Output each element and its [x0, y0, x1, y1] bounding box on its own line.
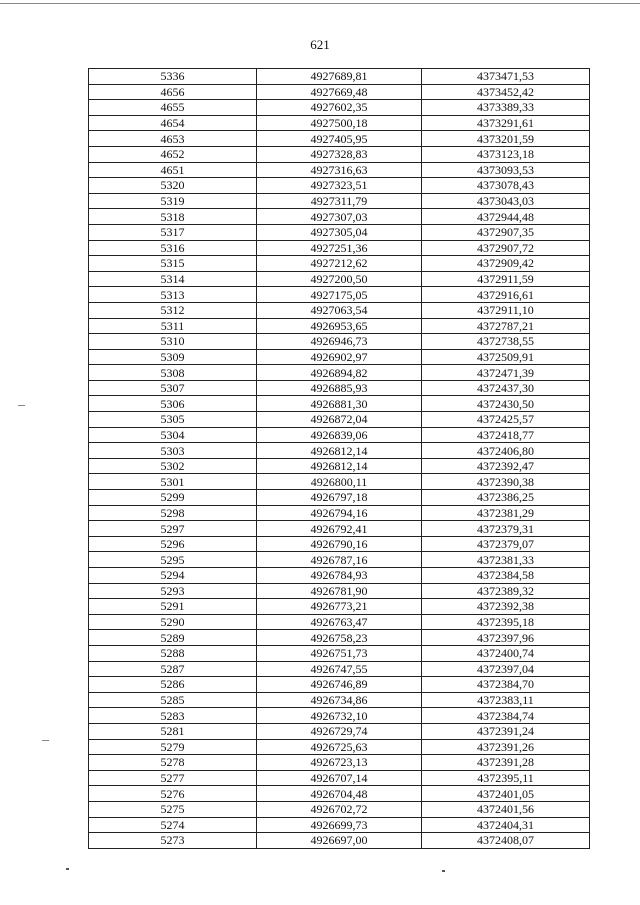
x-coordinate-cell: 4927307,03 [257, 209, 422, 225]
y-coordinate-cell: 4372911,10 [422, 302, 590, 318]
x-coordinate-cell: 4927316,63 [257, 162, 422, 178]
point-id-cell: 5297 [89, 521, 257, 537]
point-id-cell: 5313 [89, 287, 257, 303]
x-coordinate-cell: 4926781,90 [257, 583, 422, 599]
table-row [89, 708, 590, 724]
point-id-cell: 5285 [89, 692, 257, 708]
x-coordinate-cell: 4926702,72 [257, 801, 422, 817]
table-row [89, 770, 590, 786]
y-coordinate-cell: 4373291,61 [422, 115, 590, 131]
point-id-cell: 5308 [89, 365, 257, 381]
y-coordinate-cell: 4372379,07 [422, 536, 590, 552]
x-coordinate-cell: 4926763,47 [257, 614, 422, 630]
x-coordinate-cell: 4927063,54 [257, 302, 422, 318]
x-coordinate-cell: 4927311,79 [257, 193, 422, 209]
table-row [89, 583, 590, 599]
x-coordinate-cell: 4927212,62 [257, 256, 422, 272]
x-coordinate-cell: 4927500,18 [257, 115, 422, 131]
table-row [89, 334, 590, 350]
x-coordinate-cell: 4927405,95 [257, 131, 422, 147]
y-coordinate-cell: 4372386,25 [422, 490, 590, 506]
table-row [89, 552, 590, 568]
table-row [89, 490, 590, 506]
y-coordinate-cell: 4372408,07 [422, 833, 590, 849]
x-coordinate-cell: 4926800,11 [257, 474, 422, 490]
point-id-cell: 5310 [89, 334, 257, 350]
point-id-cell: 5277 [89, 770, 257, 786]
y-coordinate-cell: 4372916,61 [422, 287, 590, 303]
point-id-cell: 5295 [89, 552, 257, 568]
point-id-cell: 5312 [89, 302, 257, 318]
point-id-cell: 5298 [89, 505, 257, 521]
point-id-cell: 4652 [89, 146, 257, 162]
point-id-cell: 5278 [89, 755, 257, 771]
y-coordinate-cell: 4372392,47 [422, 458, 590, 474]
x-coordinate-cell: 4926747,55 [257, 661, 422, 677]
table-row [89, 599, 590, 615]
point-id-cell: 5320 [89, 178, 257, 194]
table-row [89, 349, 590, 365]
y-coordinate-cell: 4372381,33 [422, 552, 590, 568]
x-coordinate-cell: 4926812,14 [257, 443, 422, 459]
y-coordinate-cell: 4372401,56 [422, 801, 590, 817]
table-row [89, 536, 590, 552]
table-row [89, 146, 590, 162]
x-coordinate-cell: 4926797,18 [257, 490, 422, 506]
x-coordinate-cell: 4926723,13 [257, 755, 422, 771]
table-row [89, 84, 590, 100]
x-coordinate-cell: 4926790,16 [257, 536, 422, 552]
point-id-cell: 5317 [89, 224, 257, 240]
margin-mark [42, 740, 49, 741]
y-coordinate-cell: 4372390,38 [422, 474, 590, 490]
y-coordinate-cell: 4372391,28 [422, 755, 590, 771]
point-id-cell: 5275 [89, 801, 257, 817]
x-coordinate-cell: 4926746,89 [257, 677, 422, 693]
point-id-cell: 5319 [89, 193, 257, 209]
y-coordinate-cell: 4372509,91 [422, 349, 590, 365]
y-coordinate-cell: 4372406,80 [422, 443, 590, 459]
table-row [89, 817, 590, 833]
y-coordinate-cell: 4372395,18 [422, 614, 590, 630]
x-coordinate-cell: 4927689,81 [257, 69, 422, 85]
table-row [89, 614, 590, 630]
x-coordinate-cell: 4927328,83 [257, 146, 422, 162]
x-coordinate-cell: 4927323,51 [257, 178, 422, 194]
y-coordinate-cell: 4372430,50 [422, 396, 590, 412]
table-row [89, 380, 590, 396]
table-row [89, 396, 590, 412]
x-coordinate-cell: 4926787,16 [257, 552, 422, 568]
point-id-cell: 5288 [89, 645, 257, 661]
point-id-cell: 5299 [89, 490, 257, 506]
x-coordinate-cell: 4926697,00 [257, 833, 422, 849]
point-id-cell: 5296 [89, 536, 257, 552]
table-row [89, 739, 590, 755]
table-row [89, 786, 590, 802]
point-id-cell: 5290 [89, 614, 257, 630]
point-id-cell: 4655 [89, 100, 257, 116]
point-id-cell: 5291 [89, 599, 257, 615]
table-row [89, 833, 590, 849]
margin-mark [18, 405, 25, 406]
table-row [89, 256, 590, 272]
point-id-cell: 4651 [89, 162, 257, 178]
y-coordinate-cell: 4372907,72 [422, 240, 590, 256]
x-coordinate-cell: 4926773,21 [257, 599, 422, 615]
coordinates-table-body [89, 69, 590, 849]
table-row [89, 271, 590, 287]
table-row [89, 193, 590, 209]
y-coordinate-cell: 4372787,21 [422, 318, 590, 334]
point-id-cell: 5287 [89, 661, 257, 677]
point-id-cell: 5336 [89, 69, 257, 85]
point-id-cell: 4656 [89, 84, 257, 100]
y-coordinate-cell: 4372437,30 [422, 380, 590, 396]
x-coordinate-cell: 4927602,35 [257, 100, 422, 116]
table-row [89, 209, 590, 225]
table-row [89, 100, 590, 116]
point-id-cell: 5314 [89, 271, 257, 287]
x-coordinate-cell: 4926881,30 [257, 396, 422, 412]
table-row [89, 505, 590, 521]
x-coordinate-cell: 4926758,23 [257, 630, 422, 646]
table-row [89, 630, 590, 646]
y-coordinate-cell: 4372400,74 [422, 645, 590, 661]
point-id-cell: 4653 [89, 131, 257, 147]
table-row [89, 801, 590, 817]
y-coordinate-cell: 4372418,77 [422, 427, 590, 443]
x-coordinate-cell: 4927251,36 [257, 240, 422, 256]
x-coordinate-cell: 4926704,48 [257, 786, 422, 802]
x-coordinate-cell: 4926792,41 [257, 521, 422, 537]
y-coordinate-cell: 4372404,31 [422, 817, 590, 833]
table-row [89, 224, 590, 240]
table-row [89, 661, 590, 677]
y-coordinate-cell: 4372384,70 [422, 677, 590, 693]
point-id-cell: 5309 [89, 349, 257, 365]
point-id-cell: 5276 [89, 786, 257, 802]
y-coordinate-cell: 4372395,11 [422, 770, 590, 786]
x-coordinate-cell: 4926751,73 [257, 645, 422, 661]
point-id-cell: 5294 [89, 568, 257, 584]
y-coordinate-cell: 4372379,31 [422, 521, 590, 537]
x-coordinate-cell: 4926734,86 [257, 692, 422, 708]
x-coordinate-cell: 4926784,93 [257, 568, 422, 584]
y-coordinate-cell: 4373093,53 [422, 162, 590, 178]
page-number: 621 [310, 37, 330, 52]
y-coordinate-cell: 4373078,43 [422, 178, 590, 194]
x-coordinate-cell: 4926894,82 [257, 365, 422, 381]
x-coordinate-cell: 4926732,10 [257, 708, 422, 724]
table-row [89, 521, 590, 537]
point-id-cell: 5305 [89, 412, 257, 428]
point-id-cell: 5315 [89, 256, 257, 272]
y-coordinate-cell: 4373043,03 [422, 193, 590, 209]
table-row [89, 287, 590, 303]
x-coordinate-cell: 4927175,05 [257, 287, 422, 303]
point-id-cell: 5301 [89, 474, 257, 490]
y-coordinate-cell: 4372397,96 [422, 630, 590, 646]
point-id-cell: 5318 [89, 209, 257, 225]
y-coordinate-cell: 4372907,35 [422, 224, 590, 240]
y-coordinate-cell: 4373389,33 [422, 100, 590, 116]
table-row [89, 365, 590, 381]
y-coordinate-cell: 4372911,59 [422, 271, 590, 287]
coordinates-table [88, 68, 590, 849]
y-coordinate-cell: 4373471,53 [422, 69, 590, 85]
y-coordinate-cell: 4372944,48 [422, 209, 590, 225]
x-coordinate-cell: 4926699,73 [257, 817, 422, 833]
y-coordinate-cell: 4372383,11 [422, 692, 590, 708]
x-coordinate-cell: 4927669,48 [257, 84, 422, 100]
x-coordinate-cell: 4926729,74 [257, 723, 422, 739]
x-coordinate-cell: 4927200,50 [257, 271, 422, 287]
point-id-cell: 5286 [89, 677, 257, 693]
point-id-cell: 5311 [89, 318, 257, 334]
point-id-cell: 5279 [89, 739, 257, 755]
x-coordinate-cell: 4926725,63 [257, 739, 422, 755]
point-id-cell: 4654 [89, 115, 257, 131]
table-row [89, 318, 590, 334]
table-row [89, 412, 590, 428]
x-coordinate-cell: 4926839,06 [257, 427, 422, 443]
x-coordinate-cell: 4927305,04 [257, 224, 422, 240]
page-top-rule [0, 3, 640, 4]
x-coordinate-cell: 4926885,93 [257, 380, 422, 396]
x-coordinate-cell: 4926872,04 [257, 412, 422, 428]
table-row [89, 69, 590, 85]
y-coordinate-cell: 4372425,57 [422, 412, 590, 428]
point-id-cell: 5306 [89, 396, 257, 412]
y-coordinate-cell: 4372392,38 [422, 599, 590, 615]
point-id-cell: 5307 [89, 380, 257, 396]
y-coordinate-cell: 4372381,29 [422, 505, 590, 521]
x-coordinate-cell: 4926707,14 [257, 770, 422, 786]
y-coordinate-cell: 4372391,26 [422, 739, 590, 755]
y-coordinate-cell: 4372389,32 [422, 583, 590, 599]
y-coordinate-cell: 4373123,18 [422, 146, 590, 162]
table-row [89, 692, 590, 708]
point-id-cell: 5302 [89, 458, 257, 474]
y-coordinate-cell: 4373201,59 [422, 131, 590, 147]
x-coordinate-cell: 4926902,97 [257, 349, 422, 365]
table-row [89, 568, 590, 584]
x-coordinate-cell: 4926812,14 [257, 458, 422, 474]
table-row [89, 131, 590, 147]
y-coordinate-cell: 4372384,74 [422, 708, 590, 724]
table-row [89, 723, 590, 739]
table-row [89, 302, 590, 318]
x-coordinate-cell: 4926794,16 [257, 505, 422, 521]
x-coordinate-cell: 4926953,65 [257, 318, 422, 334]
scan-speck [66, 868, 69, 870]
point-id-cell: 5293 [89, 583, 257, 599]
table-row [89, 240, 590, 256]
table-row [89, 677, 590, 693]
x-coordinate-cell: 4926946,73 [257, 334, 422, 350]
point-id-cell: 5283 [89, 708, 257, 724]
point-id-cell: 5289 [89, 630, 257, 646]
point-id-cell: 5273 [89, 833, 257, 849]
table-row [89, 427, 590, 443]
table-row [89, 645, 590, 661]
table-row [89, 162, 590, 178]
y-coordinate-cell: 4373452,42 [422, 84, 590, 100]
y-coordinate-cell: 4372471,39 [422, 365, 590, 381]
table-row [89, 178, 590, 194]
y-coordinate-cell: 4372397,04 [422, 661, 590, 677]
y-coordinate-cell: 4372401,05 [422, 786, 590, 802]
point-id-cell: 5281 [89, 723, 257, 739]
table-row [89, 443, 590, 459]
point-id-cell: 5316 [89, 240, 257, 256]
y-coordinate-cell: 4372909,42 [422, 256, 590, 272]
y-coordinate-cell: 4372738,55 [422, 334, 590, 350]
y-coordinate-cell: 4372391,24 [422, 723, 590, 739]
point-id-cell: 5274 [89, 817, 257, 833]
scan-speck [442, 870, 445, 872]
table-row [89, 115, 590, 131]
table-row [89, 755, 590, 771]
table-row [89, 474, 590, 490]
point-id-cell: 5303 [89, 443, 257, 459]
table-row [89, 458, 590, 474]
y-coordinate-cell: 4372384,58 [422, 568, 590, 584]
point-id-cell: 5304 [89, 427, 257, 443]
